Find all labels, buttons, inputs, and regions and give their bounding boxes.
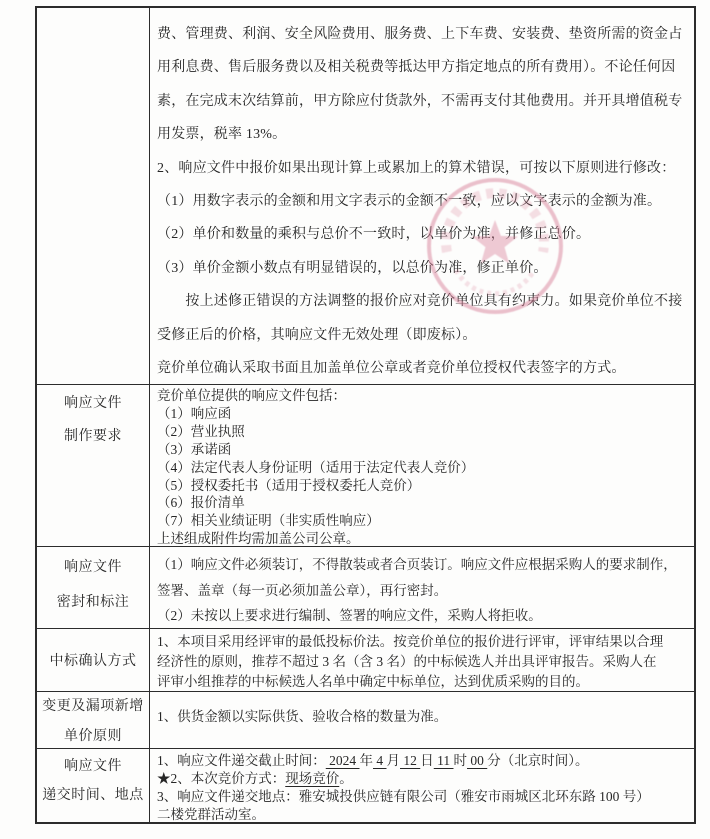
text-segment: 1、响应文件递交截止时间： bbox=[157, 753, 326, 768]
text-line: 竞价单位提供的响应文件包括： bbox=[157, 388, 346, 403]
submission-time-and-place-row bbox=[37, 749, 694, 822]
underlined-text-segment: 00 bbox=[467, 753, 488, 768]
procurement-terms-table bbox=[35, 6, 696, 824]
text-line: 3、响应文件递交地点：雅安城投供应链有限公司（雅安市雨城区北环东路 100 号） bbox=[157, 789, 650, 804]
row-label-line: 单价原则 bbox=[64, 729, 122, 744]
row-label-line: 递交时间、地点 bbox=[42, 788, 144, 803]
row-content-cell bbox=[150, 8, 694, 384]
row-label-line: 变更及漏项新增 bbox=[42, 699, 144, 714]
row-label-cell bbox=[37, 749, 150, 822]
row-label-line: 响应文件 bbox=[64, 396, 122, 411]
text-line: 2、响应文件中报价如果出现计算上或累加上的算术错误，可按以下原则进行修改： bbox=[157, 160, 676, 176]
row-content-cell bbox=[150, 547, 694, 628]
row-label-line: 密封和标注 bbox=[56, 595, 130, 610]
text-line: （3）单价金额小数点有明显错误的，以总价为准，修正单价。 bbox=[157, 260, 548, 276]
row-label-cell bbox=[37, 8, 150, 384]
text-line: 签署、盖章（每一页必须加盖公章），再行密封。 bbox=[157, 582, 448, 598]
row-label-cell bbox=[37, 692, 150, 748]
text-line: 用利息费、售后服务费以及相关税费等抵达甲方指定地点的所有费用）。不论任何因 bbox=[157, 60, 676, 76]
underlined-text-segment: 11 bbox=[433, 753, 454, 768]
row-label-line: 制作要求 bbox=[64, 429, 122, 444]
text-line: 二楼党群活动室。 bbox=[157, 807, 265, 822]
row-content-cell bbox=[150, 385, 694, 546]
text-line: 1、供货金额以实际供货、验收合格的数量为准。 bbox=[157, 709, 448, 724]
underlined-text-segment: 12 bbox=[400, 753, 421, 768]
text-line: （1）响应文件必须装订，不得散装或者合页装订。响应文件应根据采购人的要求制作， bbox=[157, 557, 677, 572]
text-line: （1）响应函 bbox=[157, 405, 232, 421]
text-segment: 日 bbox=[420, 753, 434, 768]
price-and-correction-rules-row bbox=[37, 8, 694, 385]
row-label-line: 中标确认方式 bbox=[49, 654, 137, 669]
text-segment: ★2、本次竞价方式： bbox=[157, 771, 286, 786]
row-label-line: 响应文件 bbox=[64, 560, 122, 575]
text-segment: 。 bbox=[339, 771, 353, 786]
text-line: （2）单价和数量的乘积与总价不一致时，以单价为准，并修正总价。 bbox=[157, 227, 591, 243]
text-line: 素，在完成末次结算前，甲方除应付货款外，不需再支付其他费用。并开具增值税专 bbox=[157, 93, 683, 109]
underlined-text-segment: 现场竞价 bbox=[285, 771, 340, 786]
underlined-text-segment: 2024 bbox=[325, 753, 360, 768]
row-content-cell bbox=[150, 692, 694, 748]
row-content-cell bbox=[150, 749, 694, 822]
underlined-text-segment: 4 bbox=[373, 753, 387, 768]
row-content-cell bbox=[150, 629, 694, 691]
text-line: （7）相关业绩证明（非实质性响应） bbox=[157, 513, 380, 529]
award-confirmation-method-row bbox=[37, 629, 694, 692]
text-line: 竞价单位确认采取书面且加盖单位公章或者竞价单位授权代表签字的方式。 bbox=[157, 361, 626, 377]
row-label-cell bbox=[37, 547, 150, 628]
text-line: （2）营业执照 bbox=[157, 423, 245, 439]
text-line: （2）未按以上要求进行编制、签署的响应文件，采购人将拒收。 bbox=[157, 608, 542, 623]
row-label-cell bbox=[37, 385, 150, 546]
text-line: 1、本项目采用经评审的最低投标价法。按竞价单位的报价进行评审，评审结果以合理 bbox=[157, 634, 664, 649]
row-label-line: 响应文件 bbox=[64, 759, 122, 774]
row-label-cell bbox=[37, 629, 150, 691]
text-line: （3）承诺函 bbox=[157, 441, 232, 457]
text-line: 评审小组推荐的中标候选人名单中确定中标单位，达到优质采购的目的。 bbox=[157, 674, 589, 689]
sealing-and-marking-row bbox=[37, 547, 694, 629]
text-segment: 分（北京时间）。 bbox=[487, 753, 589, 768]
text-line: 上述组成附件均需加盖公司公章。 bbox=[157, 531, 360, 546]
text-line: （1）用数字表示的金额和用文字表示的金额不一致，应以文字表示的金额为准。 bbox=[157, 194, 662, 210]
text-line: （6）报价清单 bbox=[157, 495, 245, 511]
text-line: 按上述修正错误的方法调整的报价应对竞价单位具有约束力。如果竞价单位不接 bbox=[157, 294, 683, 310]
text-line: 用发票，税率 13%。 bbox=[157, 127, 287, 143]
text-segment: 月 bbox=[386, 753, 400, 768]
text-line: 费、管理费、利润、安全风险费用、服务费、上下车费、安装费、垫资所需的资金占 bbox=[157, 27, 683, 42]
text-line: 经济性的原则，推荐不超过 3 名（含 3 名）的中标候选人并出具评审报告。采购人在 bbox=[157, 654, 657, 669]
text-line: （4）法定代表人身份证明（适用于法定代表人竞价） bbox=[157, 459, 475, 475]
response-document-production-requirements-row bbox=[37, 385, 694, 547]
text-line: （5）授权委托书（适用于授权委托人竞价） bbox=[157, 477, 421, 493]
text-line: 受修正后的价格，其响应文件无效处理（即废标）。 bbox=[157, 327, 477, 343]
change-and-omission-unit-price-row bbox=[37, 692, 694, 749]
text-segment: 年 bbox=[359, 753, 373, 768]
text-line bbox=[157, 752, 689, 770]
text-segment: 时 bbox=[453, 753, 467, 768]
text-line bbox=[157, 770, 689, 788]
